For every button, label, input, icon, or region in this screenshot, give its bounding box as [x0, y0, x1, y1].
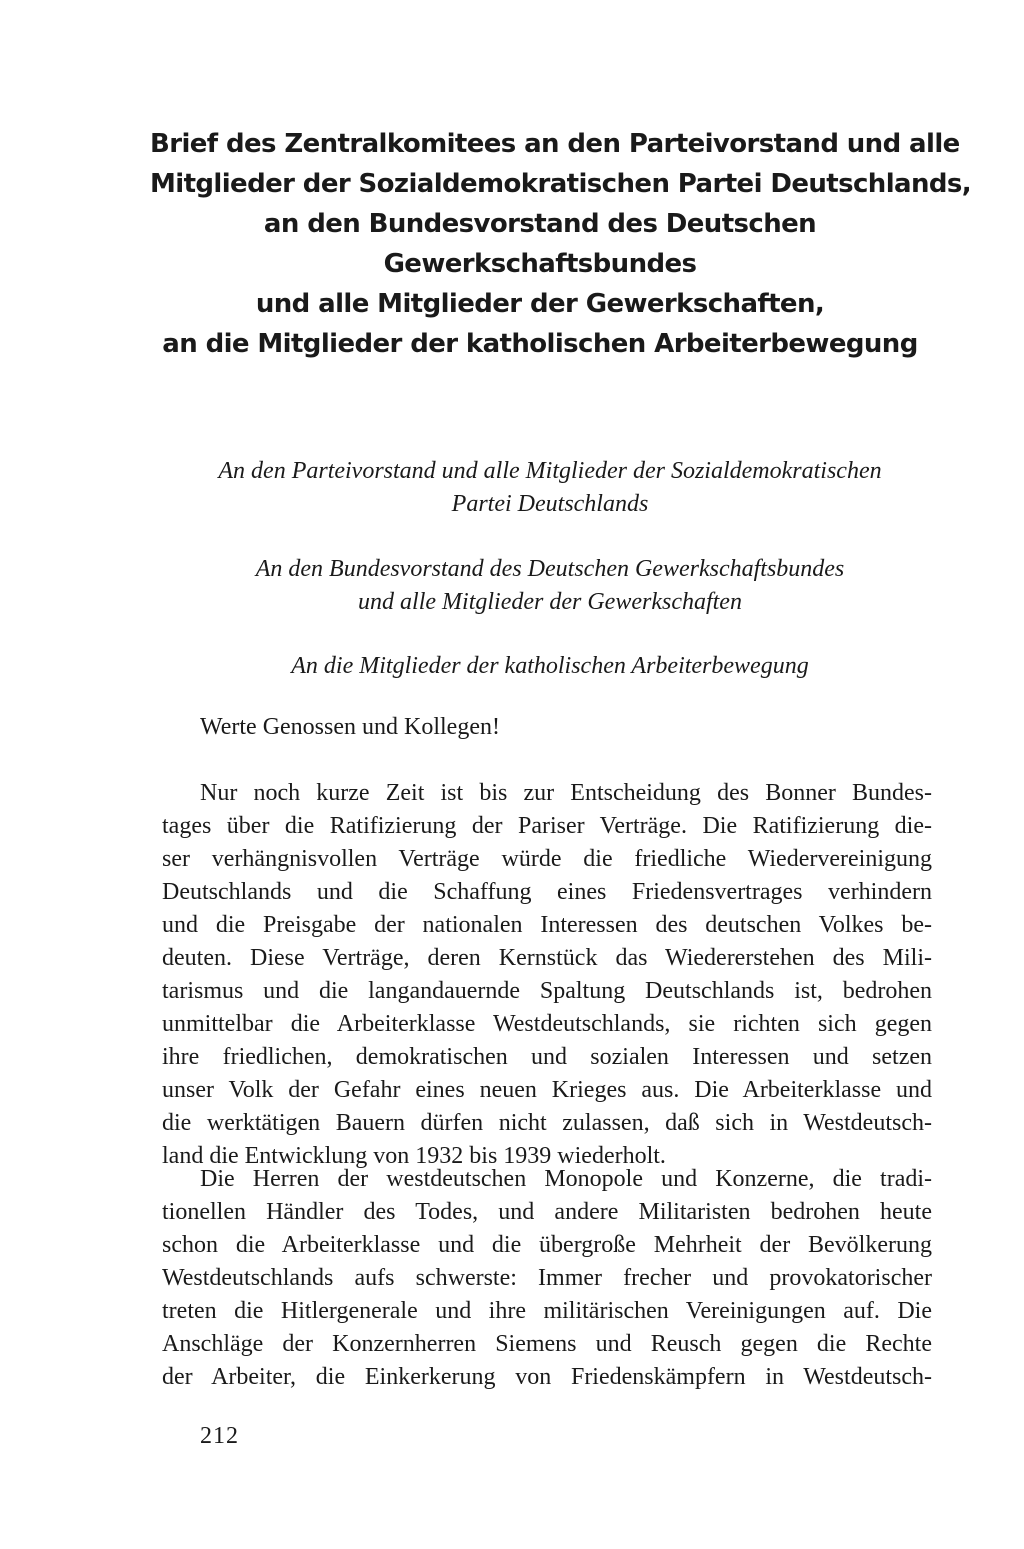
text-line: land die Entwicklung von 1932 bis 1939 wiederholt. — [162, 1143, 666, 1169]
title-line: an den Bundesvorstand des Deutschen — [263, 209, 817, 239]
text-line: Die Herren der westdeutschen Monopole und Konzerne, die tradi- — [200, 1166, 932, 1192]
title-line: Gewerkschaftsbundes — [383, 249, 697, 279]
text-line: Deutschlands und die Schaffung eines Friedensvertrages verhindern — [162, 879, 932, 905]
text-line: Anschläge der Konzernherren Siemens und Reusch gegen die Rechte — [162, 1331, 932, 1357]
text-line: die werktätigen Bauern dürfen nicht zulassen, daß sich in Westdeutsch- — [162, 1110, 932, 1136]
text-line: deuten. Diese Verträge, deren Kernstück das Wiedererstehen des Mili- — [162, 945, 932, 971]
body-paragraph — [162, 777, 932, 1173]
title-line: Brief des Zentralkomitees an den Parteivorstand und alle — [150, 129, 960, 159]
addressee-line: und alle Mitglieder der Gewerkschaften — [358, 589, 742, 615]
addressee-block — [160, 553, 940, 619]
addressee-line: An den Bundesvorstand des Deutschen Gewerkschaftsbundes — [255, 556, 845, 582]
text-line: tages über die Ratifizierung der Pariser Verträge. Die Ratifizierung die- — [162, 813, 932, 839]
text-line: tarismus und die langandauernde Spaltung Deutschlands ist, bedrohen — [162, 978, 932, 1004]
text-line: ser verhängnisvollen Verträge würde die friedliche Wiedervereinigung — [162, 846, 932, 872]
addressee-line: An die Mitglieder der katholischen Arbeiterbewegung — [291, 653, 809, 679]
text-line: tionellen Händler des Todes, und andere Militaristen bedrohen heute — [162, 1199, 932, 1225]
text-line: der Arbeiter, die Einkerkerung von Friedenskämpfern in Westdeutsch- — [162, 1364, 932, 1390]
text-line: treten die Hitlergenerale und ihre militärischen Vereinigungen auf. Die — [162, 1298, 932, 1324]
addressee-line: Partei Deutschlands — [451, 491, 649, 517]
text-line: schon die Arbeiterklasse und die übergroße Mehrheit der Bevölkerung — [162, 1232, 932, 1258]
letter-title — [150, 124, 972, 364]
addressee-line: An den Parteivorstand und alle Mitglieder der Sozialdemokratischen — [218, 458, 882, 484]
text-line: und die Preisgabe der nationalen Interessen des deutschen Volkes be- — [162, 912, 932, 938]
addressee-block — [160, 650, 940, 683]
title-line: und alle Mitglieder der Gewerkschaften, — [255, 289, 825, 319]
title-line: Mitglieder der Sozialdemokratischen Partei Deutschlands, — [150, 169, 972, 199]
text-line: ihre friedlichen, demokratischen und sozialen Interessen und setzen — [162, 1044, 932, 1070]
body-paragraph — [162, 1163, 932, 1394]
salutation: Werte Genossen und Kollegen! — [200, 714, 500, 740]
text-line: unmittelbar die Arbeiterklasse Westdeutschlands, sie richten sich gegen — [162, 1011, 932, 1037]
title-line: an die Mitglieder der katholischen Arbeiterbewegung — [162, 329, 918, 359]
text-line: Nur noch kurze Zeit ist bis zur Entscheidung des Bonner Bundes- — [200, 780, 932, 806]
addressee-block — [160, 455, 940, 521]
page-number: 212 — [200, 1423, 239, 1449]
text-line: unser Volk der Gefahr eines neuen Krieges aus. Die Arbeiterklasse und — [162, 1077, 932, 1103]
text-line: Westdeutschlands aufs schwerste: Immer frecher und provokatorischer — [162, 1265, 932, 1291]
